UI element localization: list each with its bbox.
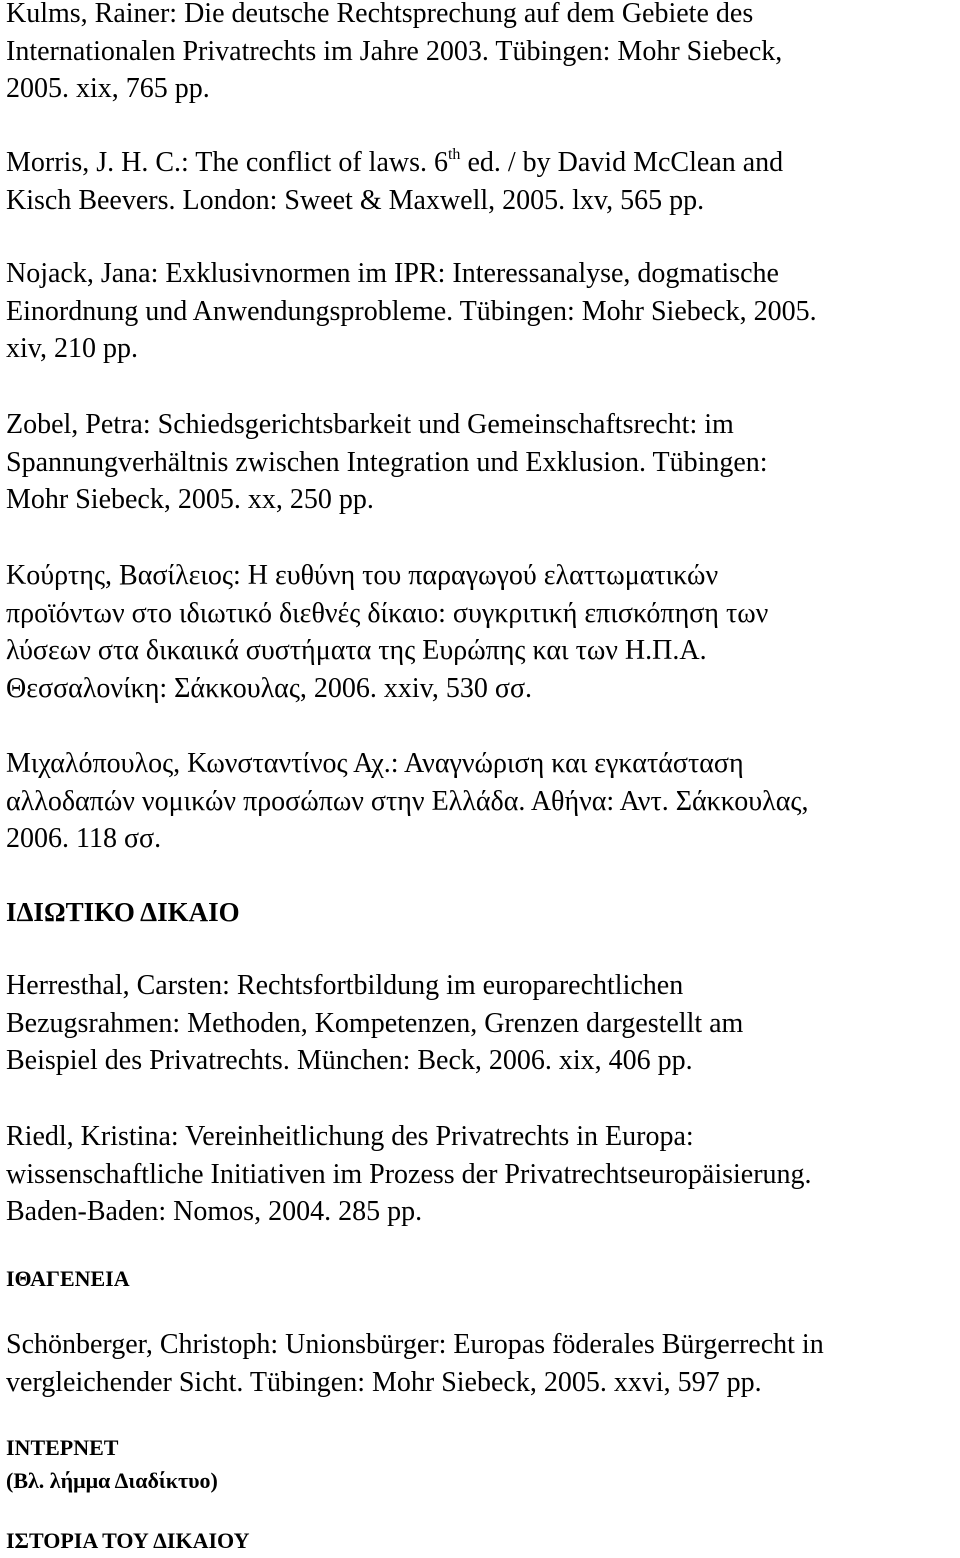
entry-line: Bezugsrahmen: Methoden, Kompetenzen, Grenzen dargestellt am bbox=[6, 1007, 744, 1039]
section-heading-citizenship: ΙΘΑΓΕΝΕΙΑ bbox=[6, 1266, 130, 1291]
bibliography-entry-kulms bbox=[6, 0, 956, 108]
entry-line: Zobel, Petra: Schiedsgerichtsbarkeit und Gemeinschaftsrecht: im bbox=[6, 409, 734, 440]
entry-text: ed. / by David McClean and bbox=[460, 147, 784, 178]
entry-line: Baden-Baden: Nomos, 2004. 285 pp. bbox=[6, 1196, 423, 1227]
entry-line: 2005. xix, 765 pp. bbox=[6, 73, 210, 104]
entry-line: λύσεων στα δικαιικά συστήματα της Ευρώπης και των Η.Π.Α. bbox=[6, 635, 707, 666]
entry-line: Herresthal, Carsten: Rechtsfortbildung im europarechtlichen bbox=[6, 970, 684, 1001]
entry-line: xiv, 210 pp. bbox=[6, 333, 138, 364]
cross-reference-internet: (Βλ. λήμμα Διαδίκτυο) bbox=[6, 1468, 218, 1493]
entry-line: Μιχαλόπουλος, Κωνσταντίνος Αχ.: Αναγνώριση και εγκατάσταση bbox=[6, 748, 744, 779]
entry-line: Riedl, Kristina: Vereinheitlichung des Privatrechts in Europa: bbox=[6, 1121, 694, 1152]
entry-line: προϊόντων στο ιδιωτικό διεθνές δίκαιο: συγκριτική επισκόπηση των bbox=[6, 597, 769, 629]
bibliography-entry-morris bbox=[6, 144, 956, 219]
entry-line: Κούρτης, Βασίλειος: Η ευθύνη του παραγωγού ελαττωματικών bbox=[6, 560, 719, 591]
entry-line: Beispiel des Privatrechts. München: Beck, 2006. xix, 406 pp. bbox=[6, 1045, 693, 1076]
entry-line: Einordnung und Anwendungsprobleme. Tübingen: Mohr Siebeck, 2005. bbox=[6, 295, 817, 327]
bibliography-entry-schoenberger bbox=[6, 1326, 956, 1401]
entry-line: Kulms, Rainer: Die deutsche Rechtsprechung auf dem Gebiete des bbox=[6, 0, 754, 29]
entry-line: Θεσσαλονίκη: Σάκκουλας, 2006. xxiv, 530 σσ. bbox=[6, 672, 533, 704]
entry-line: wissenschaftliche Initiativen im Prozess der Privatrechtseuropäisierung. bbox=[6, 1158, 812, 1190]
entry-line: Nojack, Jana: Exklusivnormen im IPR: Interessanalyse, dogmatische bbox=[6, 258, 779, 289]
entry-text: Morris, J. H. C.: The conflict of laws. 6 bbox=[6, 147, 448, 178]
bibliography-entry-nojack bbox=[6, 255, 956, 368]
bibliography-entry-riedl bbox=[6, 1118, 956, 1231]
section-heading-history-of-law: ΙΣΤΟΡΙΑ ΤΟΥ ΔΙΚΑΙΟΥ bbox=[6, 1528, 250, 1553]
entry-line: Kisch Beevers. London: Sweet & Maxwell, 2005. lxv, 565 pp. bbox=[6, 184, 705, 216]
entry-line: Spannungverhältnis zwischen Integration und Exklusion. Tübingen: bbox=[6, 446, 768, 478]
section-heading-internet: ΙΝΤΕΡΝΕΤ bbox=[6, 1435, 119, 1460]
entry-line: αλλοδαπών νομικών προσώπων στην Ελλάδα. Αθήνα: Αντ. Σάκκουλας, bbox=[6, 785, 809, 817]
entry-line: Mohr Siebeck, 2005. xx, 250 pp. bbox=[6, 484, 374, 515]
section-heading-private-law: ΙΔΙΩΤΙΚΟ ΔΙΚΑΙΟ bbox=[6, 897, 240, 927]
entry-line: 2006. 118 σσ. bbox=[6, 823, 162, 854]
entry-line: Internationalen Privatrechts im Jahre 2003. Tübingen: Mohr Siebeck, bbox=[6, 35, 783, 67]
bibliography-entry-zobel bbox=[6, 406, 956, 519]
entry-line: vergleichender Sicht. Tübingen: Mohr Siebeck, 2005. xxvi, 597 pp. bbox=[6, 1366, 762, 1398]
entry-line: Schönberger, Christoph: Unionsbürger: Europas föderales Bürgerrecht in bbox=[6, 1329, 824, 1360]
ordinal-suffix: th bbox=[447, 146, 461, 163]
bibliography-entry-michalopoulos bbox=[6, 745, 956, 858]
bibliography-entry-herresthal bbox=[6, 967, 956, 1080]
bibliography-entry-kourtis bbox=[6, 557, 956, 707]
entry-line bbox=[6, 144, 956, 182]
